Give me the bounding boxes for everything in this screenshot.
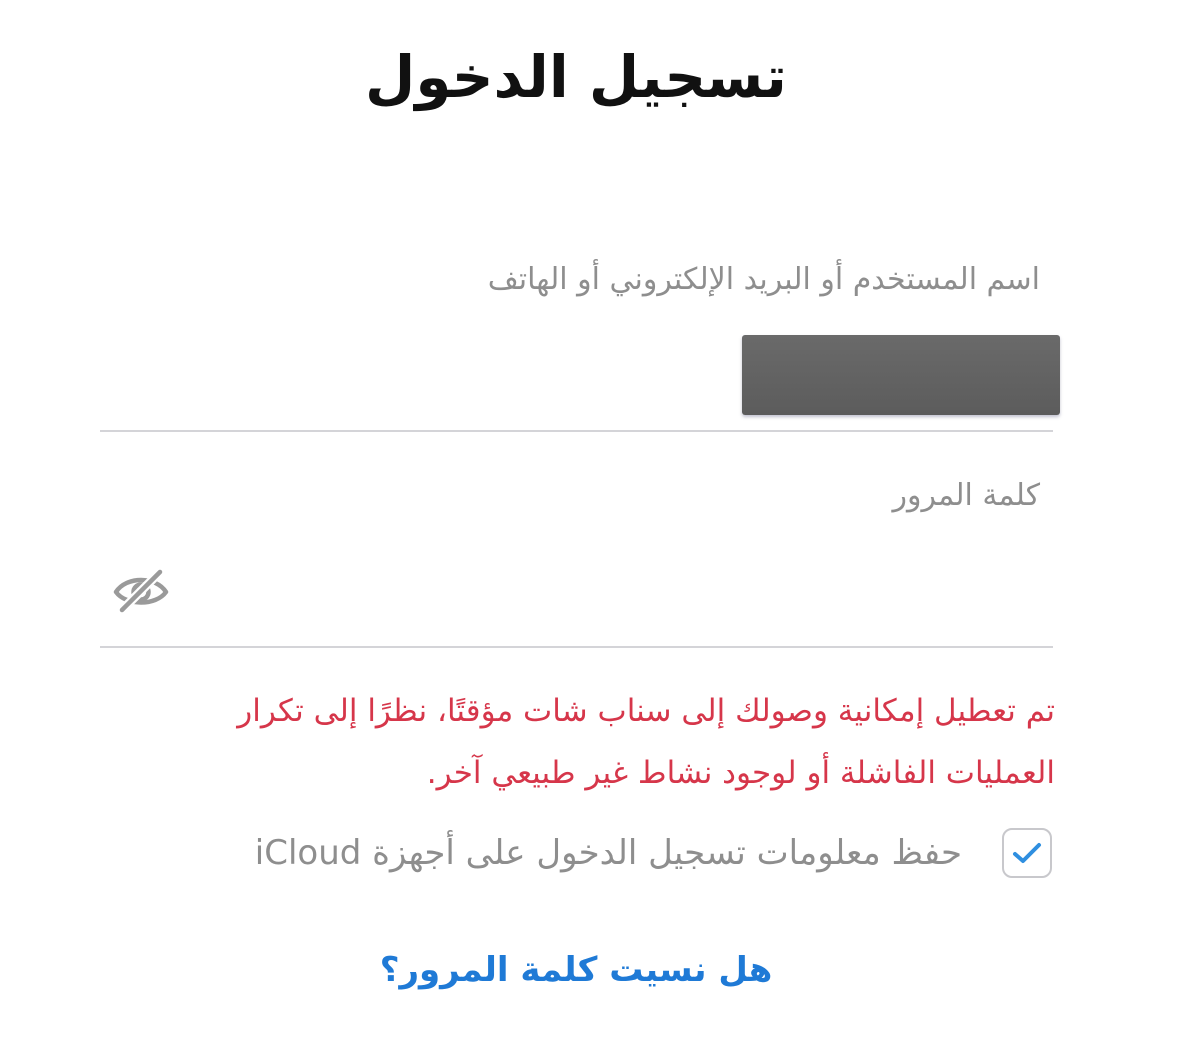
password-field-label: كلمة المرور: [892, 478, 1040, 513]
remember-login-checkbox[interactable]: [1002, 828, 1052, 878]
username-redacted-value: [742, 335, 1060, 415]
forgot-password-link[interactable]: هل نسيت كلمة المرور؟: [379, 950, 773, 990]
page-title: تسجيل الدخول: [365, 43, 787, 111]
username-field-label: اسم المستخدم أو البريد الإلكتروني أو الهاتف: [487, 262, 1040, 297]
error-message: تم تعطيل إمكانية وصولك إلى سناب شات مؤقتًا، نظرًا إلى تكرار العمليات الفاشلة أو لوجود نشاط غير طبيعي آخر.: [237, 693, 1055, 791]
password-input[interactable]: [100, 540, 1053, 648]
eye-slash-icon[interactable]: [112, 566, 170, 614]
remember-login-label: حفظ معلومات تسجيل الدخول على أجهزة iCloud: [254, 833, 962, 873]
remember-login-row: [255, 822, 1052, 884]
checkmark-icon: [1012, 841, 1042, 865]
